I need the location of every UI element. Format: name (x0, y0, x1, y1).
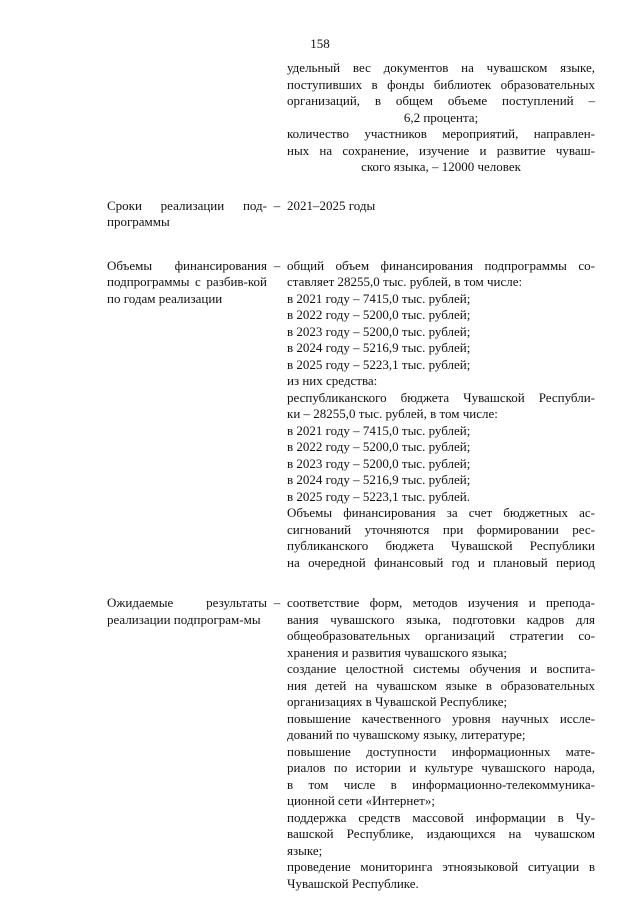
text-line: в 2025 году – 5223,1 тыс. рублей; (287, 356, 471, 372)
section-indicators-continued (107, 60, 595, 176)
text-line: Чувашской Республике. (287, 875, 419, 891)
text-line: ных на сохранение, изучение и развитие чуваш- (287, 142, 595, 158)
text-line: 6,2 процента; (403, 109, 479, 125)
section-funding (107, 258, 595, 572)
text-line: на очередной финансовый год и плановый период (287, 554, 595, 570)
text-line: в 2024 году – 5216,9 тыс. рублей; (287, 472, 471, 487)
text-line: сигнований уточняются при формировании рес- (287, 521, 595, 537)
text-line: организациях в Чувашской Республике; (287, 694, 508, 709)
text-line: Объемы финансирования за счет бюджетных ас- (287, 505, 595, 520)
text-line: соответствие форм, методов изучения и препода- (287, 595, 595, 610)
text-line: риалов по истории и культуре чувашского народа, (287, 760, 595, 775)
text-line: из них средства: (287, 373, 378, 388)
terms-dash: – (273, 197, 281, 213)
text-line: вашской Республике, издающихся на чувашском (287, 826, 595, 841)
text-line: в 2021 году – 7415,0 тыс. рублей; (287, 290, 471, 306)
section-terms (107, 198, 595, 231)
text-line: общий объем финансирования подпрограммы со- (287, 257, 595, 273)
results-label: Ожидаемые результаты реализации подпрограм-мы (107, 595, 267, 627)
text-line: в 2025 году – 5223,1 тыс. рублей. (287, 488, 470, 504)
results-text (287, 595, 595, 892)
text-line: проведение мониторинга этноязыковой ситуации в (287, 859, 595, 874)
text-line: 2021–2025 годы (287, 197, 376, 213)
terms-label: Сроки реализации под-программы (107, 197, 267, 229)
text-line: ния детей на чувашском языке в образовательных (287, 677, 595, 693)
results-dash: – (273, 595, 281, 610)
text-line: создание целостной системы обучения и воспита- (287, 661, 595, 676)
text-line: в 2021 году – 7415,0 тыс. рублей; (287, 422, 471, 438)
text-line: в 2023 году – 5200,0 тыс. рублей; (287, 455, 471, 471)
text-line: ставляет 28255,0 тыс. рублей, в том числе: (287, 274, 523, 289)
text-line: повышение качественного уровня научных иссле- (287, 710, 595, 726)
text-line: в 2024 году – 5216,9 тыс. рублей; (287, 340, 471, 355)
text-line: вания чувашского языка, подготовки кадров для (287, 611, 595, 627)
section-dash-empty (267, 60, 287, 176)
page-number: 158 (310, 36, 330, 51)
text-line: ского языка, – 12000 человек (361, 159, 521, 174)
text-line: языке; (287, 842, 323, 858)
text-line: общеобразовательных организаций стратегии со- (287, 628, 595, 643)
text-line: количество участников мероприятий, направлен- (287, 126, 595, 141)
text-line: в 2022 году – 5200,0 тыс. рублей; (287, 439, 471, 454)
text-line: поддержка средств массовой информации в Чу- (287, 809, 595, 825)
text-line: поступивших в фонды библиотек образовательных (287, 76, 595, 92)
terms-text (287, 198, 595, 231)
funding-label: Объемы финансирования подпрограммы с разбив-кой по годам реализации (107, 257, 267, 306)
document-body (107, 60, 595, 892)
funding-dash: – (273, 257, 281, 273)
text-line: дований по чувашскому языку, литературе; (287, 727, 526, 742)
section-label-empty (107, 60, 267, 176)
text-line: удельный вес документов на чувашском языке, (287, 60, 595, 75)
funding-text (287, 258, 595, 572)
text-line: ционной сети «Интернет»; (287, 793, 435, 808)
text-line: хранения и развития чувашского языка; (287, 644, 508, 660)
text-line: ки – 28255,0 тыс. рублей, в том числе: (287, 406, 498, 421)
text-line: повышение доступности информационных мате- (287, 743, 595, 759)
text-line: публиканского бюджета Чувашской Республики (287, 538, 595, 553)
text-line: республиканского бюджета Чувашской Республи- (287, 389, 595, 405)
text-line: в 2022 году – 5200,0 тыс. рублей; (287, 307, 471, 322)
text-line: в 2023 году – 5200,0 тыс. рублей; (287, 323, 471, 339)
indicators-text (287, 60, 595, 176)
text-line: в том числе в информационно-телекоммуника- (287, 776, 595, 792)
section-results (107, 595, 595, 892)
text-line: организаций, в общем объеме поступлений – (287, 93, 595, 108)
